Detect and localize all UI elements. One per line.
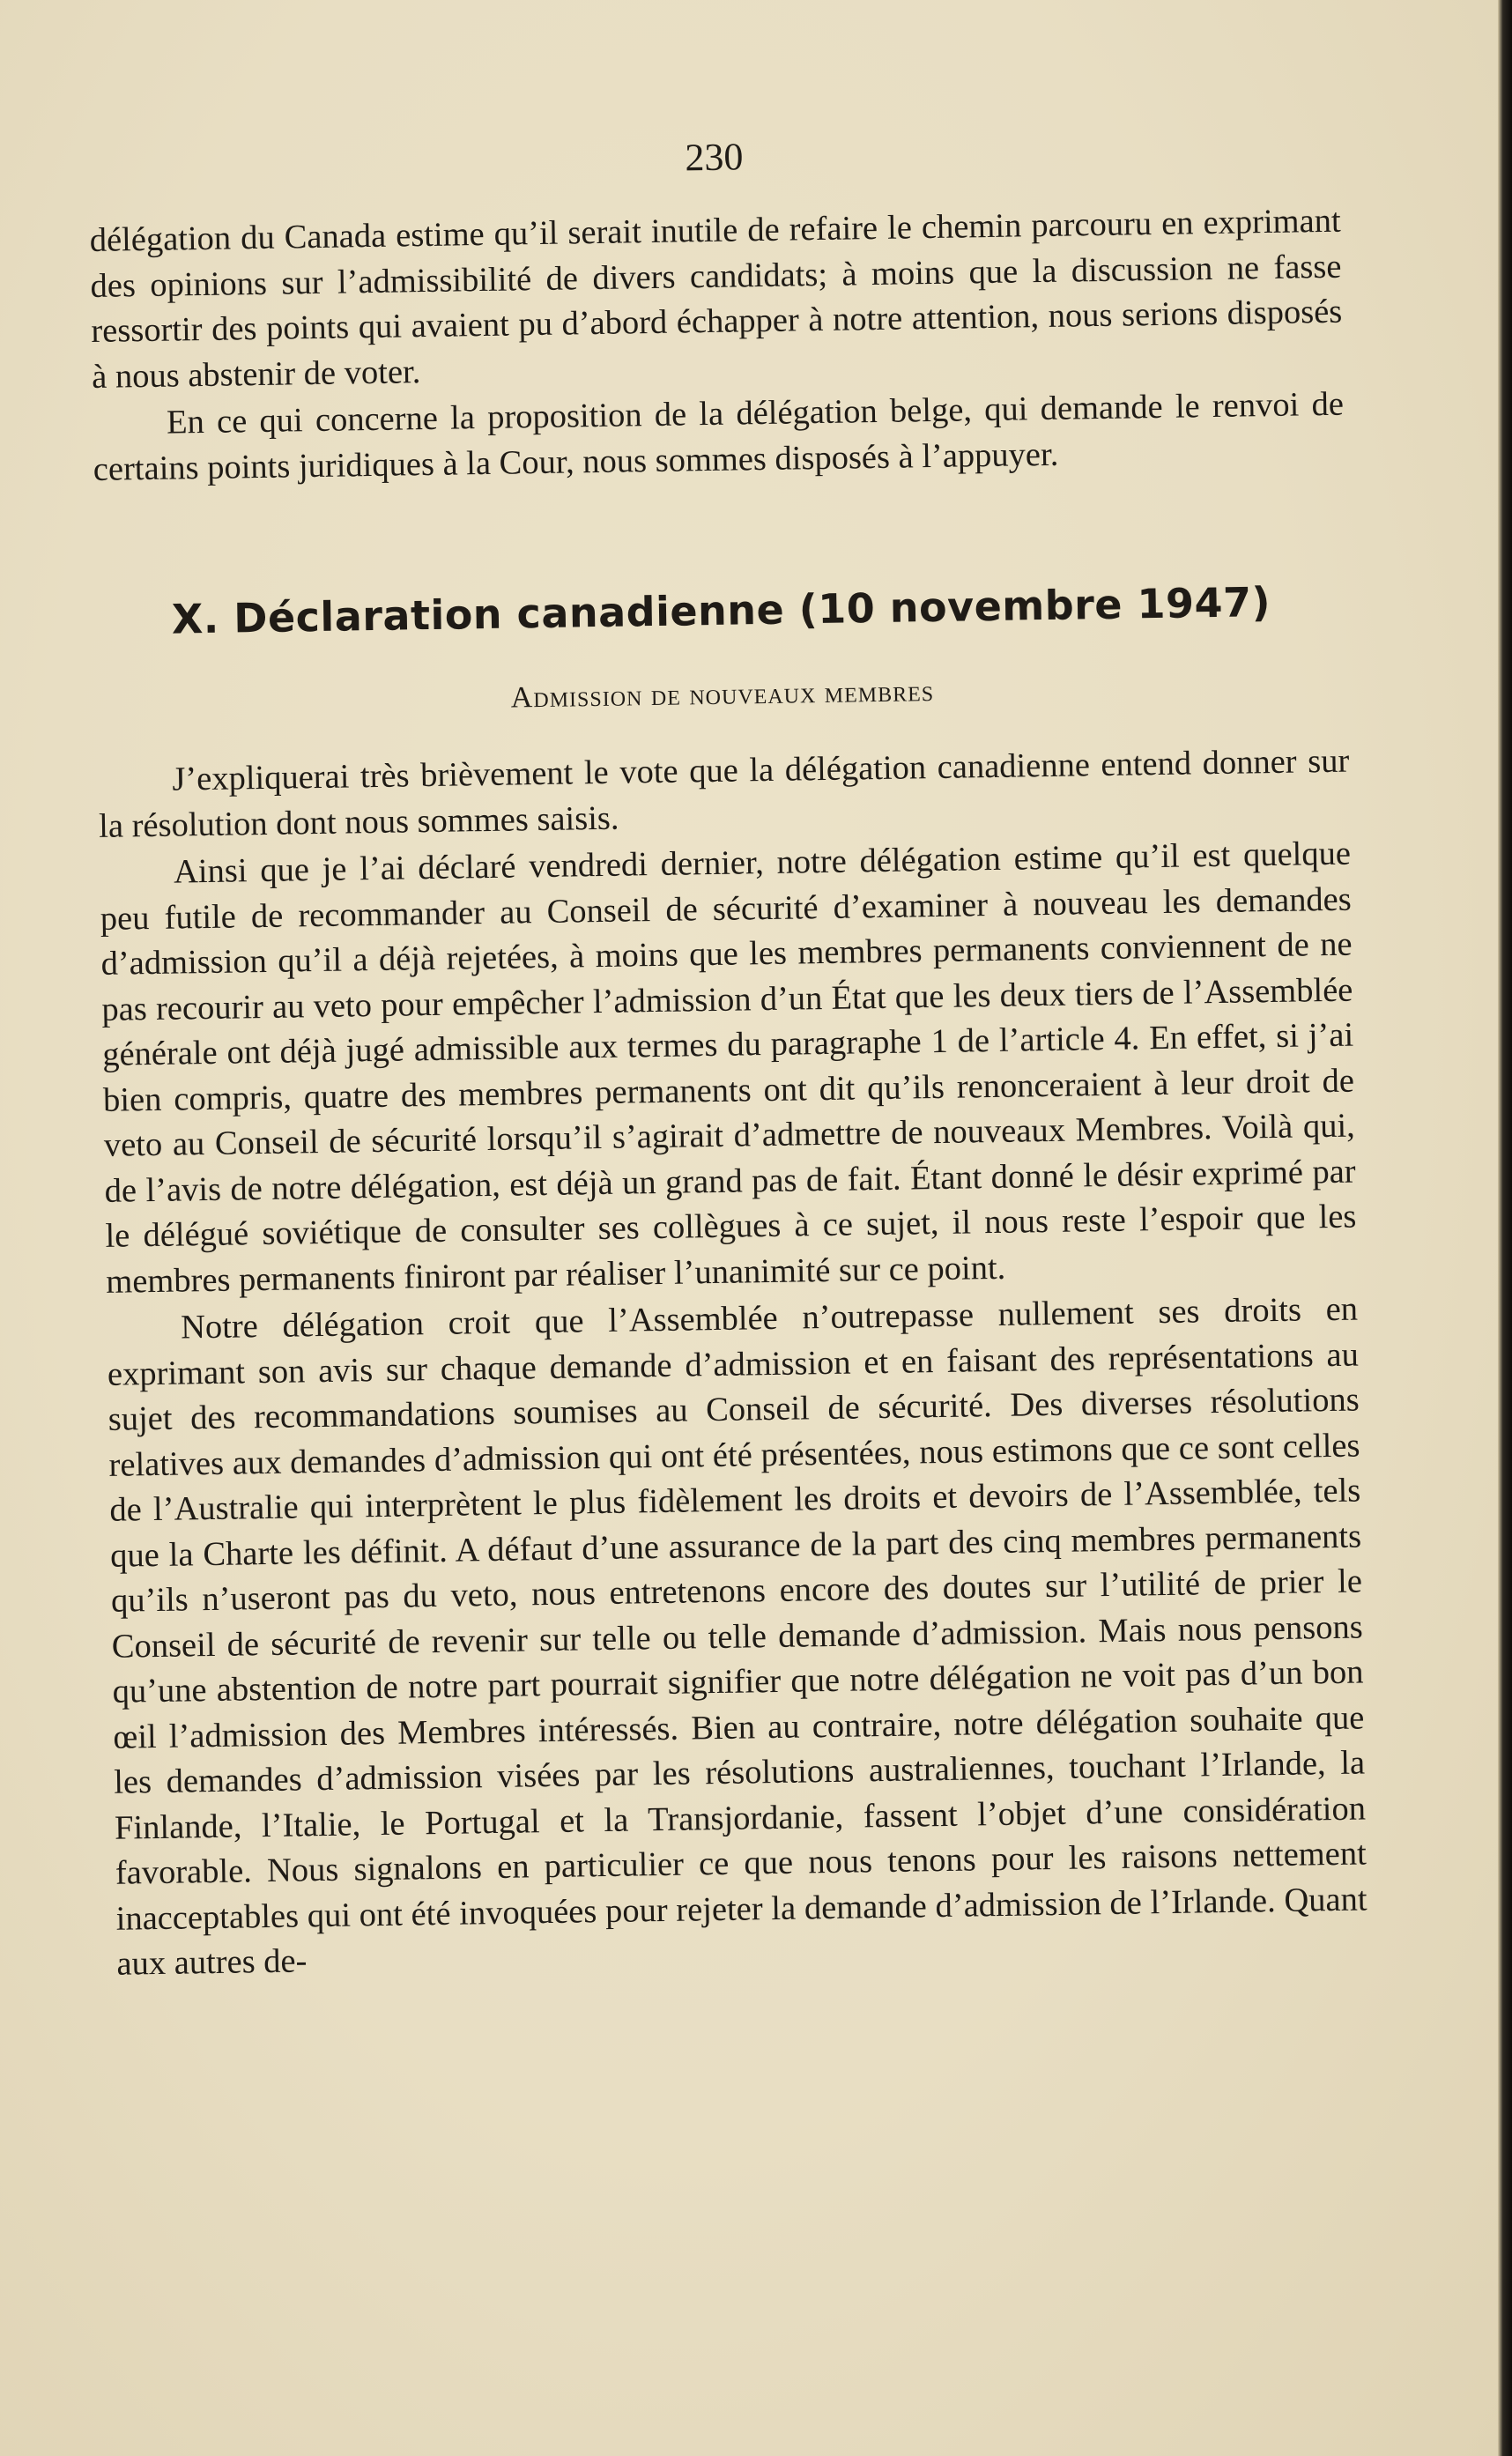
section-subtitle: Admission de nouveaux membres bbox=[510, 674, 935, 715]
paragraph-belgian-proposal: En ce qui concerne la proposition de la délégation belge, qui demande le renvoi de certains points juridiques à la Cour, nous sommes disposés à l’appuyer. bbox=[93, 385, 1345, 488]
paragraph-vote-explanation: J’expliquerai très brièvement le vote que la délégation canadienne entend donner sur la résolution dont nous sommes saisis. bbox=[98, 742, 1350, 845]
section-title: X. Déclaration canadienne (10 novembre 1947) bbox=[171, 577, 1271, 643]
page-number: 230 bbox=[684, 135, 744, 180]
paragraph-assembly-rights: Notre délégation croit que l’Assemblée n’outrepasse nullement ses droits en exprimant son avis sur chaque demande d’admission et en faisant des représentations au sujet des recommandations soumises au Conseil de sécurité. Des diverses résolutions relatives aux demandes d’admission qui ont été présentées, nous estimons que ce sont celles de l’Australie qui interprètent le plus fidèlement les droits et devoirs de l’Assemblée, tels que la Charte les définit. A défaut d’une assurance de la part des cinq membres permanents qu’ils n’useront pas du veto, nous entretenons encore des doutes sur l’utilité de prier le Conseil de sécurité de revenir sur telle ou telle demande d’admission. Mais nous pensons qu’une abstention de notre part pourrait signifier que notre délégation ne voit pas d’un bon œil l’admission des Membres intéressés. Bien au contraire, notre délégation souhaite que les demandes d’admission visées par les résolutions australiennes, touchant l’Irlande, la Finlande, l’Italie, le Portugal et la Transjordanie, fassent l’objet d’une considération favorable. Nous signalons en particulier ce que nous tenons pour les raisons nettement inacceptables qui ont été invoquées pour rejeter la demande d’admission de l’Irlande. Quant aux autres de- bbox=[107, 1290, 1367, 1983]
page-content bbox=[88, 122, 1368, 1988]
book-gutter-edge bbox=[1498, 0, 1512, 2456]
paragraph-veto-position: Ainsi que je l’ai déclaré vendredi dernier, notre délégation estime qu’il est quelque peu futile de recommander au Conseil de sécurité d’examiner à nouveau les demandes d’admission qu’il a déjà rejetées, à moins que les membres permanents conviennent de ne pas recourir au veto pour empêcher l’admission d’un État que les deux tiers de l’Assemblée générale ont déjà jugé admissible aux termes du paragraphe 1 de l’article 4. En effet, si j’ai bien compris, quatre des membres permanents ont dit qu’ils renonceraient à leur droit de veto au Conseil de sécurité lorsqu’il s’agirait d’admettre de nouveaux Membres. Voilà qui, de l’avis de notre délégation, est déjà un grand pas de fait. Étant donné le désir exprimé par le délégué soviétique de consulter ses collègues à ce sujet, il nous reste l’espoir que les membres permanents finiront par réaliser l’unanimité sur ce point. bbox=[100, 835, 1357, 1301]
opening-paragraph: délégation du Canada estime qu’il serait inutile de refaire le chemin parcouru en exprimant des opinions sur l’admissibilité de divers candidats; à moins que la discussion ne fasse ressortir des points qui avaient pu d’abord échapper à notre attention, nous serions disposés à nous abstenir de voter. bbox=[89, 202, 1343, 396]
